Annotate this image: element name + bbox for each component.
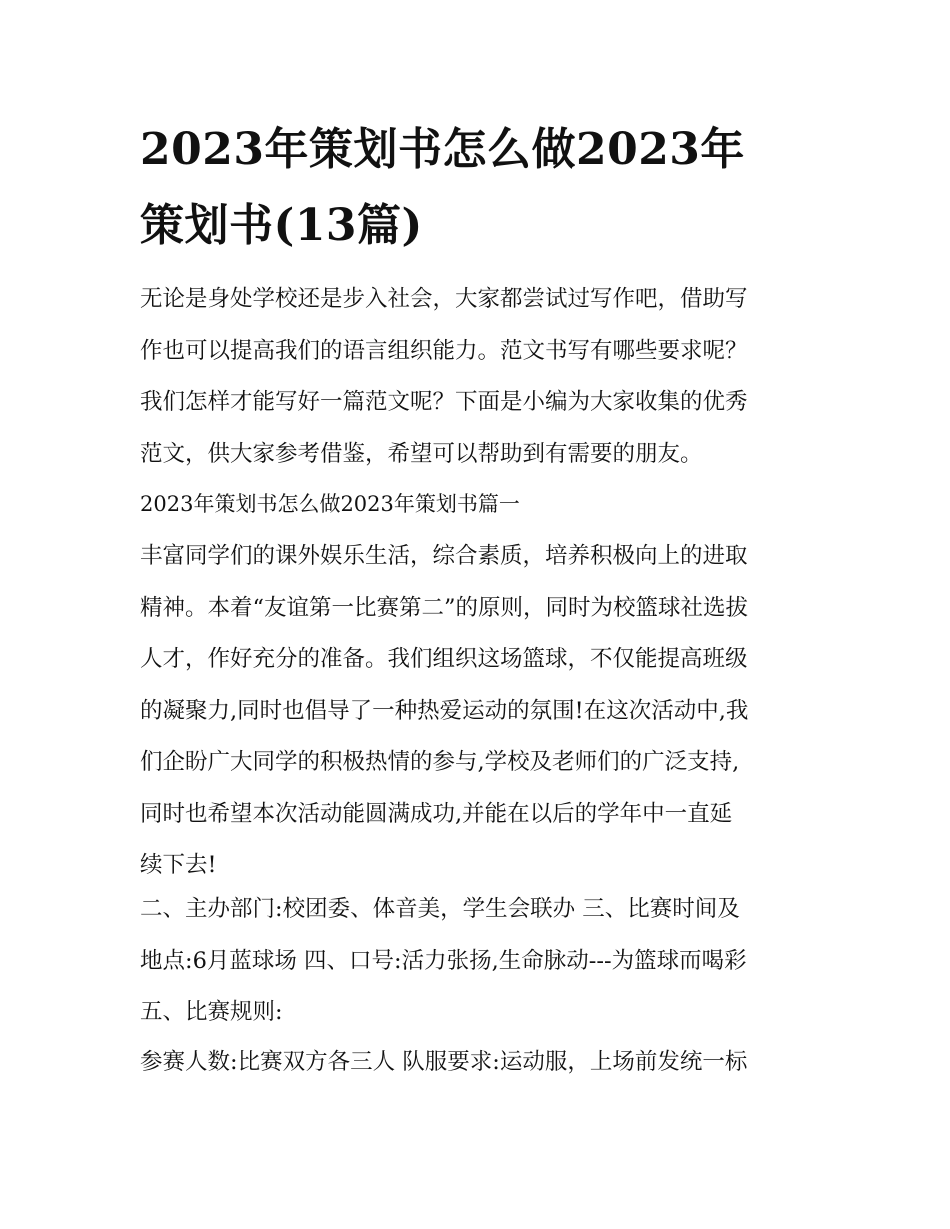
body-paragraph [140, 884, 830, 1039]
body-paragraph [140, 1037, 830, 1089]
document-title [140, 112, 820, 264]
text-line: 五、比赛规则: [140, 999, 283, 1025]
body-paragraph [140, 531, 830, 892]
title-line: 策划书(13篇) [140, 200, 423, 251]
text-line: 同时也希望本次活动能圆满成功,并能在以后的学年中一直延 [140, 800, 733, 827]
text-line: 地点:6月蓝球场 四、口号:活力张扬,生命脉动---为篮球而喝彩 [140, 947, 747, 974]
text-line: 精神。本着“友谊第一比赛第二”的原则，同时为校篮球社选拔 [140, 594, 749, 621]
intro-paragraph [140, 274, 830, 480]
text-line: 丰富同学们的课外娱乐生活，综合素质，培养积极向上的进取 [140, 543, 748, 569]
text-line: 范文，供大家参考借鉴，希望可以帮助到有需要的朋友。 [140, 440, 703, 467]
text-line: 作也可以提高我们的语言组织能力。范文书写有哪些要求呢？ [140, 337, 748, 364]
title-line: 2023年策划书怎么做2023年 [140, 124, 745, 175]
text-line: 的凝聚力,同时也倡导了一种热爱运动的氛围!在这次活动中,我 [140, 697, 749, 724]
text-line: 人才，作好充分的准备。我们组织这场篮球，不仅能提高班级 [140, 646, 748, 672]
text-line: 二、主办部门:校团委、体音美，学生会联办 三、比赛时间及 [140, 896, 740, 922]
text-line: 们企盼广大同学的积极热情的参与,学校及老师们的广泛支持, [140, 749, 740, 775]
section-heading-text: 2023年策划书怎么做2023年策划书篇一 [140, 492, 520, 516]
text-line: 参赛人数:比赛双方各三人 队服要求:运动服，上场前发统一标 [140, 1049, 748, 1075]
text-line: 无论是身处学校还是步入社会，大家都尝试过写作吧，借助写 [140, 286, 748, 312]
text-line: 我们怎样才能写好一篇范文呢？下面是小编为大家收集的优秀 [140, 389, 748, 415]
text-line: 续下去! [140, 852, 217, 878]
section-heading [140, 479, 830, 531]
